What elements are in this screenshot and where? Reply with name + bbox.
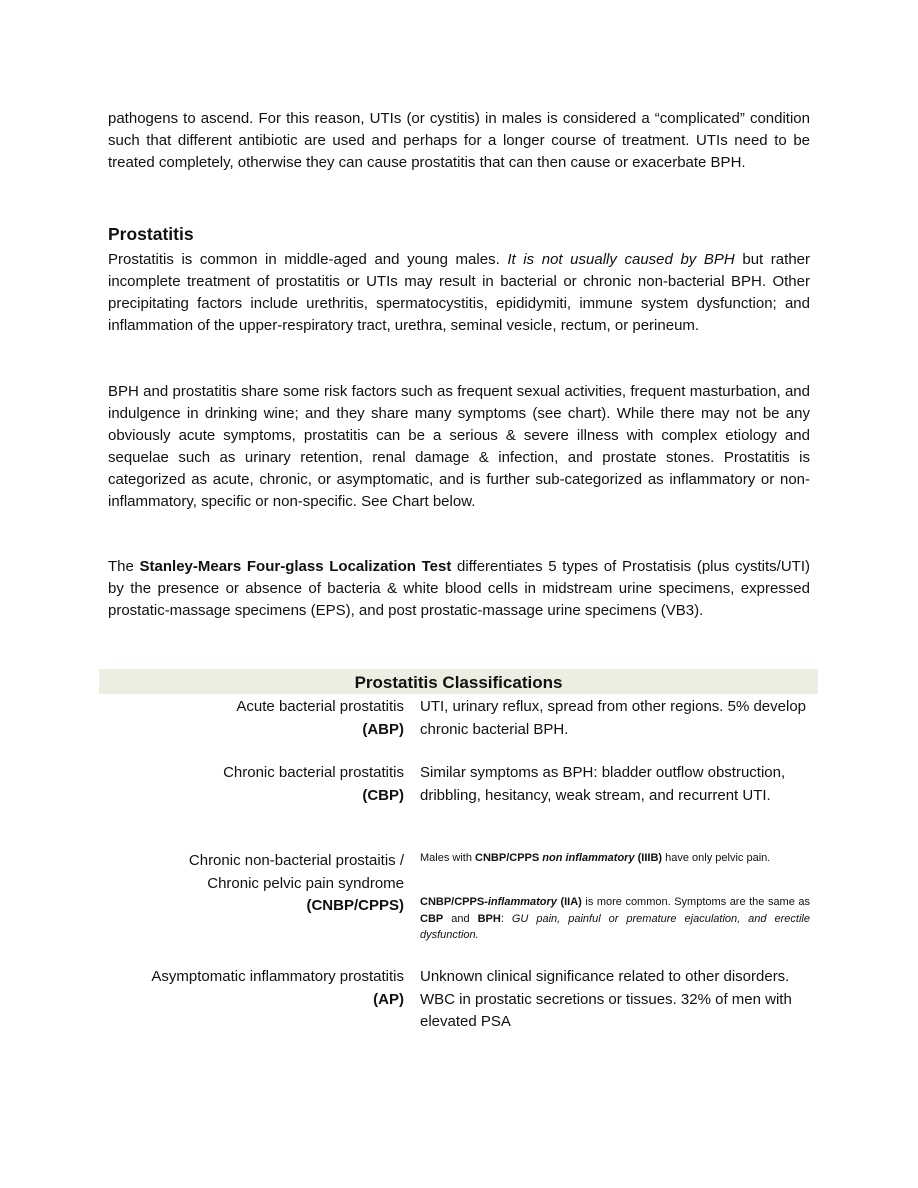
- bold-run: CNBP/CPPS: [475, 852, 543, 864]
- italic-run: GU pain, painful or premature ejaculation, and erectile dysfunction.: [420, 912, 810, 941]
- bold-italic-run: inflammatory: [487, 896, 557, 908]
- classification-name: [104, 966, 404, 1011]
- text-run: The: [108, 558, 140, 575]
- classification-note-inflammatory: [420, 894, 810, 944]
- paragraph-risk-factors: BPH and prostatitis share some risk factors such as frequent sexual activities, frequent masturbation, and indulgence in drinking wine; and they share many symptoms (see chart). While there may not be any obviously acute symptoms, prostatitis can be a serious & severe illness with complex etiology and sequelae such as urinary retention, renal damage & infection, and prostate stones. Prostatitis is categorized as acute, chronic, or asymptomatic, and is further sub-categorized as inflammatory or non-inflammatory, specific or non-specific. See Chart below.: [108, 383, 810, 510]
- classification-abbr: (CNBP/CPPS): [306, 897, 404, 914]
- text-run: differentiates 5 types of Prostatisis (plus cystits/UTI) by the presence or absence of bacteria & white blood cells in midstream urine specimens, expressed prostatic-massage specimens (EPS), and post prostatic-massage urine specimens (VB3).: [108, 558, 810, 619]
- classification-label: Chronic bacterial prostatitis: [223, 764, 404, 781]
- text-run: :: [500, 912, 512, 925]
- table-title: Prostatitis Classifications: [99, 669, 818, 694]
- bold-run: (IIA): [556, 896, 582, 908]
- bold-run: Stanley-Mears Four-glass Localization Test: [139, 558, 452, 575]
- paragraph-uti-complicated: pathogens to ascend. For this reason, UTIs (or cystitis) in males is considered a “complicated” condition such that different antibiotic are used and perhaps for a longer course of treatment. UTIs need to be treated completely, otherwise they can cause prostatitis that can then cause or exacerbate BPH.: [108, 110, 810, 171]
- text-run: but rather incomplete treatment of prostatitis or UTIs may result in bacterial or chronic non-bacterial BPH. Other precipitating factors include urethritis, spermatocystitis, epididymiti, immune system dysfunction; and inflammation of the upper-respiratory tract, urethra, seminal vesicle, rectum, or perineum.: [108, 251, 810, 334]
- paragraph-stanley-mears: [108, 556, 810, 622]
- paragraph-prostatitis-intro: [108, 249, 810, 337]
- classification-label: Acute bacterial prostatitis: [236, 698, 404, 715]
- bold-run: CNBP/CPPS-: [420, 896, 488, 908]
- bold-run: BPH: [477, 912, 501, 925]
- classification-note-noninflammatory: [420, 850, 810, 867]
- classification-abbr: (CBP): [362, 786, 404, 804]
- classification-description: Similar symptoms as BPH: bladder outflow obstruction, dribbling, hesitancy, weak stream, and recurrent UTI.: [420, 764, 786, 804]
- classification-abbr: (ABP): [362, 720, 404, 738]
- classification-label: Chronic pelvic pain syndrome: [207, 874, 404, 892]
- classification-name: [104, 696, 404, 741]
- text-run: have only pelvic pain.: [662, 852, 771, 864]
- bold-run: CBP: [420, 912, 444, 925]
- section-heading-prostatitis: Prostatitis: [108, 224, 194, 244]
- classification-name: [104, 762, 404, 807]
- text-run: Prostatitis is common in middle-aged and young males.: [108, 251, 508, 268]
- bold-italic-run: non inflammatory: [542, 852, 635, 864]
- text-run: Males with: [420, 852, 476, 864]
- italic-run: It is not usually caused by BPH: [507, 251, 735, 268]
- bold-run: (IIIB): [634, 852, 663, 864]
- classification-description: Unknown clinical significance related to other disorders. WBC in prostatic secretions or tissues. 32% of men with elevated PSA: [420, 968, 792, 1030]
- classification-label: Chronic non-bacterial prostaitis /: [188, 852, 404, 869]
- text-run: and: [443, 912, 478, 925]
- classification-abbr: (AP): [373, 990, 404, 1008]
- classification-label: Asymptomatic inflammatory prostatitis: [151, 968, 404, 985]
- classification-name: [104, 850, 404, 918]
- classification-description: UTI, urinary reflux, spread from other regions. 5% develop chronic bacterial BPH.: [420, 698, 807, 738]
- text-run: is more common. Symptoms are the same as: [581, 896, 810, 908]
